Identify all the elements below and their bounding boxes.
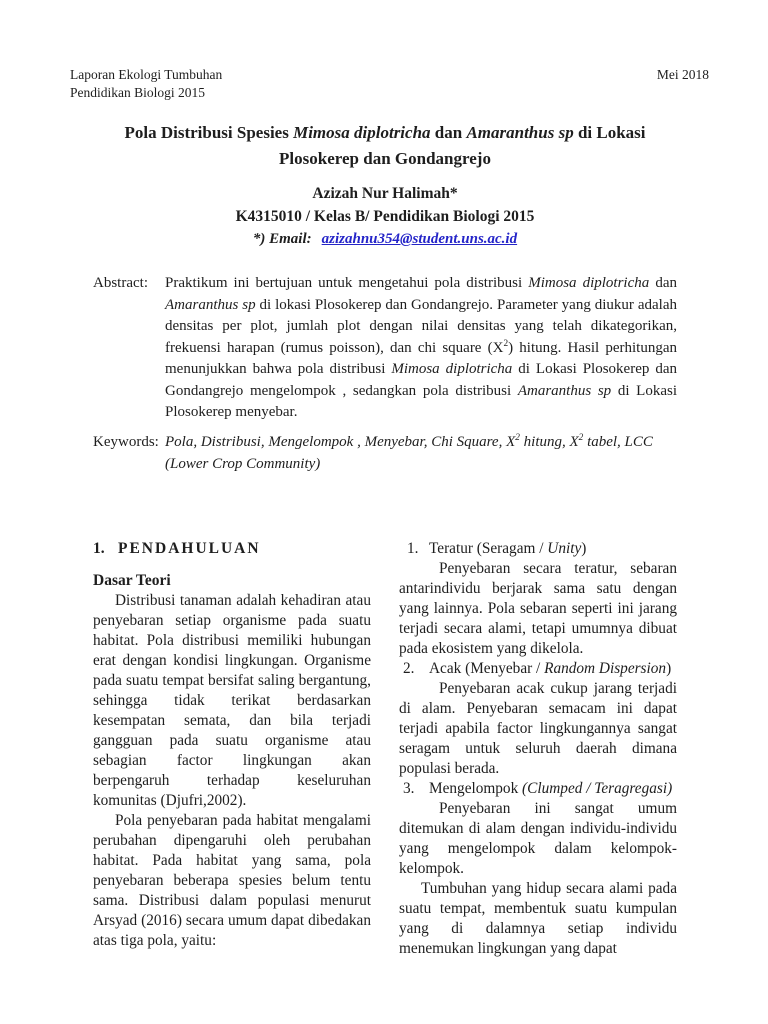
- paragraph-1: Distribusi tanaman adalah kehadiran atau penyebaran setiap organisme pada suatu habitat. Pola distribusi memiliki hubungan erat dengan kondisi lingkungan. Organisme pada suatu tempat bersifat saling bergantung, sehingga tidak terikat berdasarkan kesempatan semata, dan bila terjadi gangguan pada suatu organisme atau sebagian factor lingkungan akan berpengaruh terhadap keseluruhan komunitas (Djufri,2002).: [93, 591, 371, 809]
- closing-paragraph: Tumbuhan yang hidup secara alami pada suatu tempat, membentuk suatu kumpulan yang di dalamnya setiap individu menemukan lingkungan yang dapat: [399, 879, 677, 957]
- abstract-text: Praktikum ini bertujuan untuk mengetahui pola distribusi Mimosa diplotricha dan Amaranthus sp di lokasi Plosokerep dan Gondangrejo. Parameter yang diukur adalah densitas per plot, jumlah plot dengan nilai densitas yang telah dikategorikan, frekuensi harapan (rumus poisson), dan chi square $(X^2)$ hitung. Hasil perhitungan menunjukkan bahwa pola distribusi Mimosa diplotricha di Lokasi Plosokerep dan Gondangrejo mengelompok , sedangkan pola distribusi Amaranthus sp di Lokasi Plosokerep menyebar.: [165, 275, 678, 420]
- list-item-1: [399, 539, 677, 659]
- header-date: Mei 2018: [656, 67, 709, 82]
- list-item-title-text: Teratur (Seragam / Unity): [429, 539, 587, 557]
- paper-title: Pola Distribusi Spesies Mimosa diplotricha dan Amaranthus sp di Lokasi Plosokerep dan Gondangrejo: [124, 123, 646, 168]
- list-item-2: [399, 659, 677, 779]
- list-item-title-text: Acak (Menyebar / Random Dispersion): [429, 659, 672, 677]
- list-item-body: Penyebaran acak cukup jarang terjadi di alam. Penyebaran semacam ini dapat terjadi apabila factor lingkungannya sangat seragam untuk seluruh daerah dimana populasi berada.: [399, 679, 677, 777]
- email-label: *) Email:: [252, 231, 312, 247]
- list-item-title: [399, 779, 677, 799]
- list-item-number: 3.: [403, 779, 415, 797]
- keywords-text: Pola, Distribusi, Mengelompok , Menyebar, Chi Square, $X^2$ hitung, $X^2$ tabel, LCC (Lower Crop Community): [165, 432, 653, 472]
- author-name: Azizah Nur Halimah*: [312, 185, 458, 202]
- column-left: [93, 539, 371, 959]
- keywords-section: [93, 431, 677, 475]
- list-item-title-text: Mengelompok (Clumped / Teragregasi): [429, 779, 673, 797]
- header-course-line1: Laporan Ekologi Tumbuhan: [70, 67, 223, 82]
- section-number: 1.: [93, 539, 105, 557]
- email-link[interactable]: azizahnu354@student.uns.ac.id: [321, 231, 518, 247]
- abstract-label: Abstract:: [93, 275, 148, 291]
- keywords-label: Keywords:: [93, 433, 159, 450]
- author-block: [93, 182, 677, 251]
- list-item-title: [399, 539, 677, 559]
- list-item-body: Penyebaran ini sangat umum ditemukan di alam dengan individu-individu yang mengelompok dalam kelompok-kelompok.: [399, 799, 677, 877]
- document-content: [93, 0, 677, 959]
- list-item-body: Penyebaran secara teratur, sebaran antarindividu berjarak sama satu dengan yang lainnya. Pola sebaran seperti ini jarang terjadi secara alami, tetapi umumnya dibuat pada ekosistem yang dikelola.: [399, 559, 677, 657]
- section-title: PENDAHULUAN: [118, 539, 261, 557]
- paragraph-2: Pola penyebaran pada habitat mengalami perubahan dipengaruhi oleh perubahan habitat. Pada habitat yang sama, pola penyebaran beberapa spesies belum tentu sama. Distribusi dalam populasi menurut Arsyad (2016) secara umum dapat dibedakan atas tiga pola, yaitu:: [93, 811, 371, 949]
- author-id-line: K4315010 / Kelas B/ Pendidikan Biologi 2015: [235, 208, 535, 225]
- abstract-section: [93, 273, 677, 424]
- list-item-3: [399, 779, 677, 879]
- list-item-number: 1.: [407, 539, 419, 557]
- two-column-body: [93, 539, 677, 959]
- section-heading-pendahuluan: [93, 539, 371, 559]
- list-item-title: [399, 659, 677, 679]
- header-course-line2: Pendidikan Biologi 2015: [70, 84, 205, 100]
- subsection-heading-dasar-teori: Dasar Teori: [93, 571, 171, 589]
- author-email-line: [93, 228, 677, 251]
- column-right: [399, 539, 677, 959]
- list-item-number: 2.: [403, 659, 415, 677]
